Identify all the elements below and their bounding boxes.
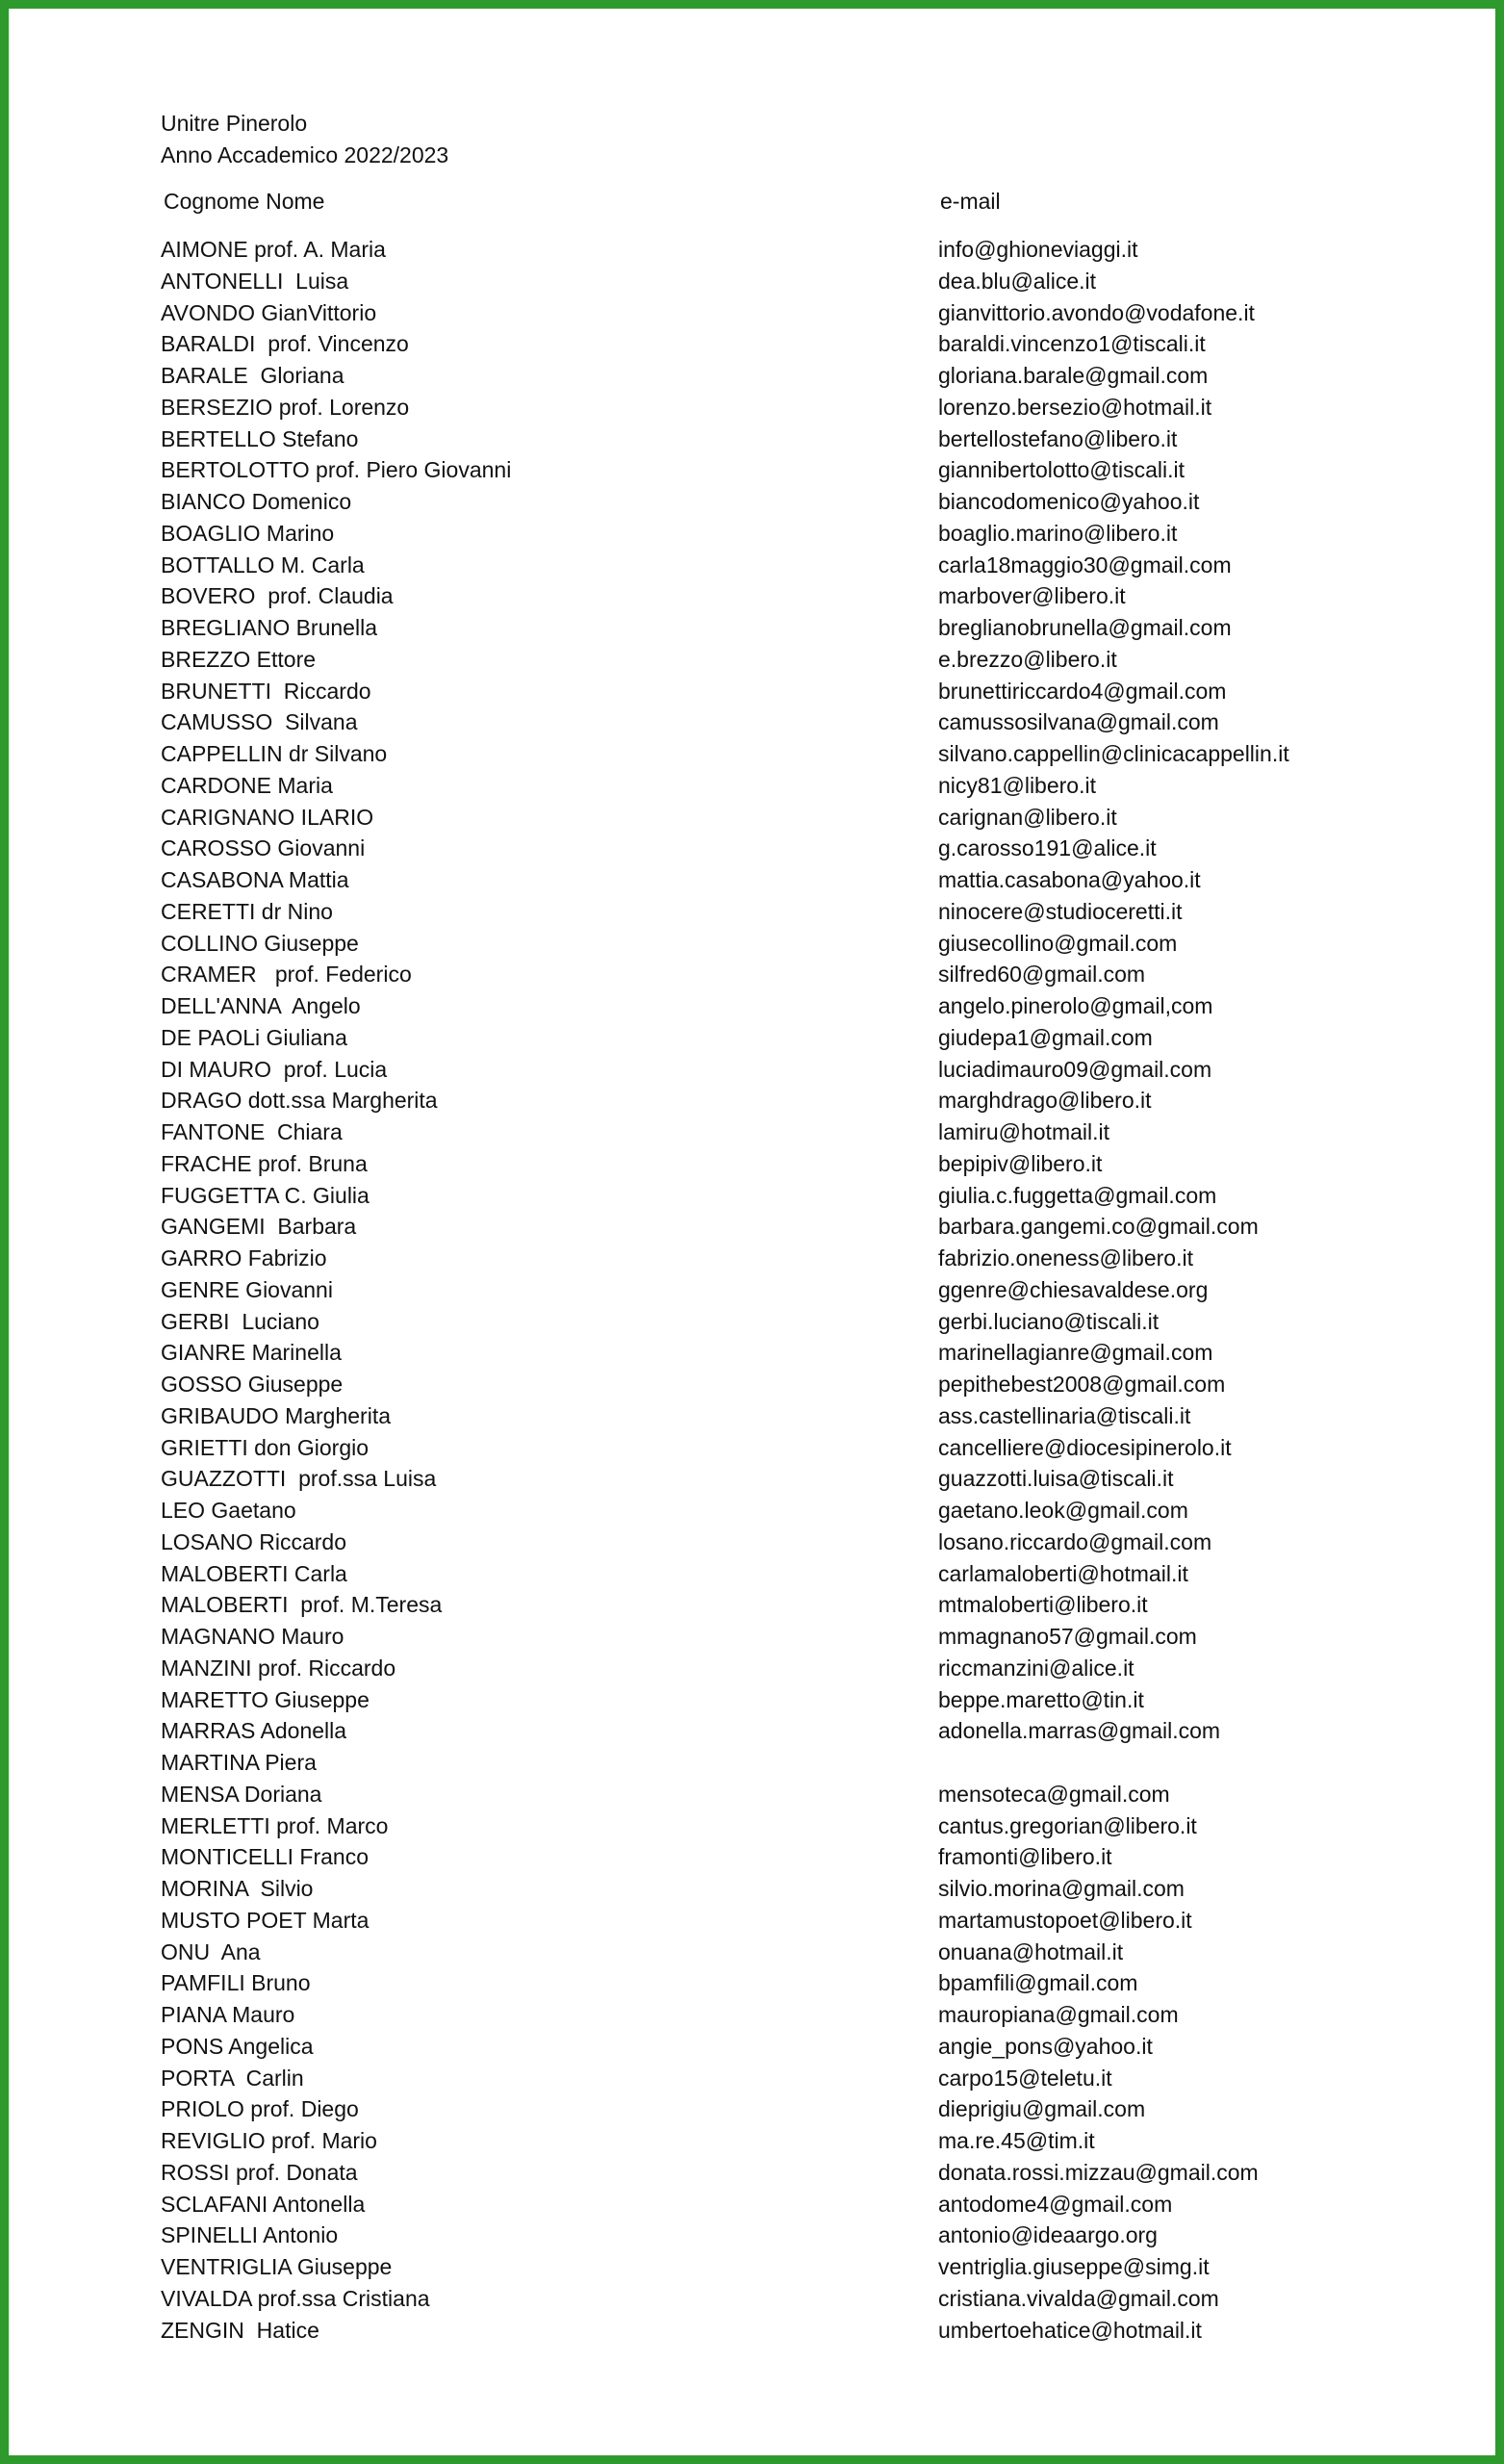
- member-name: CASABONA Mattia: [161, 867, 349, 892]
- member-name: BIANCO Domenico: [161, 489, 352, 514]
- member-email: e.brezzo@libero.it: [938, 646, 1117, 672]
- member-email: gaetano.leok@gmail.com: [938, 1498, 1188, 1523]
- member-email: bepipiv@libero.it: [938, 1150, 1103, 1176]
- list-item: [161, 1495, 1412, 1527]
- list-item: [161, 864, 1412, 896]
- list-item: [161, 2220, 1412, 2251]
- member-email: antonio@ideaargo.org: [938, 2222, 1158, 2248]
- member-email: donata.rossi.mizzau@gmail.com: [938, 2159, 1259, 2185]
- member-name: DI MAURO prof. Lucia: [161, 1056, 388, 1082]
- list-item: [161, 1180, 1412, 1212]
- list-item: [161, 1937, 1412, 1968]
- member-name: COLLINO Giuseppe: [161, 930, 359, 956]
- member-name: CARIGNANO ILARIO: [161, 804, 374, 830]
- list-item: [161, 1715, 1412, 1747]
- member-name: GRIETTI don Giorgio: [161, 1434, 370, 1460]
- member-email: marbover@libero.it: [938, 583, 1126, 609]
- document-header: [161, 108, 448, 171]
- member-email: losano.riccardo@gmail.com: [938, 1528, 1212, 1554]
- member-email: lamiru@hotmail.it: [938, 1119, 1110, 1144]
- member-name: MANZINI prof. Riccardo: [161, 1655, 396, 1681]
- list-item: [161, 1589, 1412, 1621]
- member-name: BARALE Gloriana: [161, 363, 344, 388]
- list-item: [161, 550, 1412, 581]
- list-item: [161, 266, 1412, 297]
- member-email: angelo.pinerolo@gmail,com: [938, 993, 1213, 1018]
- member-email: biancodomenico@yahoo.it: [938, 489, 1200, 514]
- list-item: [161, 1054, 1412, 1086]
- member-email: mensoteca@gmail.com: [938, 1781, 1170, 1807]
- list-item: [161, 1621, 1412, 1653]
- member-name: MALOBERTI prof. M.Teresa: [161, 1592, 443, 1618]
- member-email: boaglio.marino@libero.it: [938, 520, 1178, 546]
- member-email: giudepa1@gmail.com: [938, 1024, 1153, 1050]
- member-list: [161, 234, 1412, 2346]
- member-name: PONS Angelica: [161, 2033, 314, 2059]
- member-email: onuana@hotmail.it: [938, 1938, 1124, 1964]
- member-email: baraldi.vincenzo1@tiscali.it: [938, 331, 1206, 357]
- list-item: [161, 392, 1412, 424]
- member-name: GERBI Luciano: [161, 1308, 319, 1334]
- member-name: AVONDO GianVittorio: [161, 299, 377, 325]
- list-item: [161, 2315, 1412, 2347]
- list-item: [161, 1558, 1412, 1590]
- member-email: framonti@libero.it: [938, 1844, 1112, 1870]
- member-email: mtmaloberti@libero.it: [938, 1592, 1148, 1618]
- member-name: FANTONE Chiara: [161, 1119, 343, 1144]
- list-item: [161, 454, 1412, 486]
- list-item: [161, 770, 1412, 802]
- member-name: MARTINA Piera: [161, 1750, 317, 1775]
- list-item: [161, 1211, 1412, 1243]
- member-name: ONU Ana: [161, 1938, 261, 1964]
- list-item: [161, 424, 1412, 455]
- member-name: VIVALDA prof.ssa Cristiana: [161, 2285, 430, 2311]
- member-email: silvano.cappellin@clinicacappellin.it: [938, 741, 1289, 766]
- list-item: [161, 1337, 1412, 1369]
- list-item: [161, 676, 1412, 707]
- member-email: ggenre@chiesavaldese.org: [938, 1276, 1209, 1302]
- member-email: martamustopoet@libero.it: [938, 1907, 1192, 1933]
- member-name: GENRE Giovanni: [161, 1276, 333, 1302]
- member-email: gloriana.barale@gmail.com: [938, 363, 1209, 388]
- member-name: DE PAOLi Giuliana: [161, 1024, 347, 1050]
- member-email: gianvittorio.avondo@vodafone.it: [938, 299, 1255, 325]
- list-item: [161, 1148, 1412, 1180]
- member-name: BOTTALLO M. Carla: [161, 552, 365, 578]
- member-name: GRIBAUDO Margherita: [161, 1402, 392, 1428]
- list-item: [161, 706, 1412, 738]
- list-item: [161, 1527, 1412, 1558]
- member-name: REVIGLIO prof. Mario: [161, 2128, 377, 2153]
- member-name: GIANRE Marinella: [161, 1340, 342, 1366]
- member-email: carlamaloberti@hotmail.it: [938, 1560, 1188, 1586]
- member-name: BRUNETTI Riccardo: [161, 678, 371, 704]
- member-email: beppe.maretto@tin.it: [938, 1686, 1144, 1712]
- member-email: cristiana.vivalda@gmail.com: [938, 2285, 1219, 2311]
- member-name: ROSSI prof. Donata: [161, 2159, 358, 2185]
- member-name: BERTELLO Stefano: [161, 425, 359, 451]
- member-name: MALOBERTI Carla: [161, 1560, 347, 1586]
- member-email: marinellagianre@gmail.com: [938, 1340, 1213, 1366]
- list-item: [161, 1747, 1412, 1779]
- member-email: mauropiana@gmail.com: [938, 2002, 1179, 2027]
- member-name: MAGNANO Mauro: [161, 1624, 344, 1649]
- list-item: [161, 297, 1412, 329]
- member-name: FRACHE prof. Bruna: [161, 1150, 368, 1176]
- list-item: [161, 1779, 1412, 1810]
- member-name: AIMONE prof. A. Maria: [161, 237, 386, 262]
- member-email: umbertoehatice@hotmail.it: [938, 2317, 1202, 2343]
- member-name: ZENGIN Hatice: [161, 2317, 319, 2343]
- member-name: CARDONE Maria: [161, 772, 333, 798]
- list-item: [161, 1999, 1412, 2031]
- list-item: [161, 644, 1412, 676]
- member-name: MARETTO Giuseppe: [161, 1686, 370, 1712]
- member-email: carla18maggio30@gmail.com: [938, 552, 1232, 578]
- member-email: giannibertolotto@tiscali.it: [938, 457, 1185, 483]
- member-email: bpamfili@gmail.com: [938, 1970, 1138, 1996]
- member-email: cancelliere@diocesipinerolo.it: [938, 1434, 1232, 1460]
- member-name: BREGLIANO Brunella: [161, 615, 377, 640]
- list-item: [161, 1810, 1412, 1842]
- member-email: dieprigiu@gmail.com: [938, 2096, 1146, 2122]
- list-item: [161, 1306, 1412, 1338]
- member-name: CRAMER prof. Federico: [161, 962, 412, 988]
- member-email: g.carosso191@alice.it: [938, 835, 1157, 861]
- list-item: [161, 1873, 1412, 1905]
- member-name: LOSANO Riccardo: [161, 1528, 347, 1554]
- member-email: guazzotti.luisa@tiscali.it: [938, 1466, 1174, 1492]
- member-email: antodome4@gmail.com: [938, 2191, 1173, 2217]
- list-item: [161, 2093, 1412, 2125]
- member-email: giulia.c.fuggetta@gmail.com: [938, 1182, 1217, 1208]
- list-item: [161, 1463, 1412, 1495]
- member-name: CERETTI dr Nino: [161, 898, 333, 924]
- member-email: barbara.gangemi.co@gmail.com: [938, 1214, 1259, 1240]
- member-name: MERLETTI prof. Marco: [161, 1812, 389, 1838]
- member-name: GARRO Fabrizio: [161, 1245, 327, 1270]
- list-item: [161, 1841, 1412, 1873]
- member-email: luciadimauro09@gmail.com: [938, 1056, 1212, 1082]
- member-email: angie_pons@yahoo.it: [938, 2033, 1153, 2059]
- list-item: [161, 1400, 1412, 1432]
- member-name: GUAZZOTTI prof.ssa Luisa: [161, 1466, 437, 1492]
- member-email: ass.castellinaria@tiscali.it: [938, 1402, 1191, 1428]
- list-item: [161, 1369, 1412, 1400]
- member-name: PIANA Mauro: [161, 2002, 295, 2027]
- list-item: [161, 234, 1412, 266]
- member-name: DELL'ANNA Angelo: [161, 993, 361, 1018]
- list-item: [161, 328, 1412, 360]
- list-item: [161, 2063, 1412, 2094]
- member-name: MARRAS Adonella: [161, 1718, 347, 1744]
- member-name: FUGGETTA C. Giulia: [161, 1182, 370, 1208]
- member-name: VENTRIGLIA Giuseppe: [161, 2254, 393, 2279]
- member-name: CAPPELLIN dr Silvano: [161, 741, 388, 766]
- list-item: [161, 1085, 1412, 1116]
- member-name: ANTONELLI Luisa: [161, 268, 349, 294]
- list-item: [161, 2283, 1412, 2315]
- member-email: carignan@libero.it: [938, 804, 1117, 830]
- member-email: lorenzo.bersezio@hotmail.it: [938, 394, 1212, 420]
- member-email: info@ghioneviaggi.it: [938, 237, 1138, 262]
- member-email: adonella.marras@gmail.com: [938, 1718, 1221, 1744]
- member-email: nicy81@libero.it: [938, 772, 1096, 798]
- member-email: ventriglia.giuseppe@simg.it: [938, 2254, 1210, 2279]
- list-item: [161, 1116, 1412, 1148]
- list-item: [161, 738, 1412, 770]
- list-item: [161, 1022, 1412, 1054]
- list-item: [161, 518, 1412, 550]
- list-item: [161, 2189, 1412, 2220]
- member-name: BERTOLOTTO prof. Piero Giovanni: [161, 457, 512, 483]
- list-item: [161, 959, 1412, 990]
- member-name: CAMUSSO Silvana: [161, 709, 358, 735]
- list-item: [161, 360, 1412, 392]
- member-email: bertellostefano@libero.it: [938, 425, 1178, 451]
- column-header-email: e-mail: [940, 189, 1001, 214]
- list-item: [161, 2125, 1412, 2157]
- member-name: PRIOLO prof. Diego: [161, 2096, 359, 2122]
- member-name: BERSEZIO prof. Lorenzo: [161, 394, 410, 420]
- member-name: CAROSSO Giovanni: [161, 835, 366, 861]
- column-header-name: Cognome Nome: [164, 189, 325, 214]
- member-email: ninocere@studioceretti.it: [938, 898, 1183, 924]
- member-name: DRAGO dott.ssa Margherita: [161, 1088, 438, 1114]
- member-email: dea.blu@alice.it: [938, 268, 1096, 294]
- member-name: MUSTO POET Marta: [161, 1907, 370, 1933]
- list-item: [161, 1432, 1412, 1464]
- list-item: [161, 833, 1412, 864]
- member-email: ma.re.45@tim.it: [938, 2128, 1095, 2153]
- member-email: mattia.casabona@yahoo.it: [938, 867, 1201, 892]
- list-item: [161, 1905, 1412, 1937]
- member-name: MENSA Doriana: [161, 1781, 322, 1807]
- member-email: cantus.gregorian@libero.it: [938, 1812, 1197, 1838]
- member-email: camussosilvana@gmail.com: [938, 709, 1219, 735]
- member-email: fabrizio.oneness@libero.it: [938, 1245, 1193, 1270]
- list-item: [161, 990, 1412, 1022]
- member-email: silfred60@gmail.com: [938, 962, 1146, 988]
- member-email: riccmanzini@alice.it: [938, 1655, 1134, 1681]
- list-item: [161, 802, 1412, 834]
- member-email: gerbi.luciano@tiscali.it: [938, 1308, 1160, 1334]
- member-name: PAMFILI Bruno: [161, 1970, 311, 1996]
- list-item: [161, 580, 1412, 612]
- list-item: [161, 896, 1412, 928]
- list-item: [161, 928, 1412, 960]
- member-name: BREZZO Ettore: [161, 646, 317, 672]
- member-name: BOAGLIO Marino: [161, 520, 335, 546]
- member-name: BOVERO prof. Claudia: [161, 583, 394, 609]
- member-email: marghdrago@libero.it: [938, 1088, 1152, 1114]
- member-name: LEO Gaetano: [161, 1498, 296, 1523]
- list-item: [161, 1653, 1412, 1684]
- list-item: [161, 1243, 1412, 1274]
- member-name: MONTICELLI Franco: [161, 1844, 369, 1870]
- member-name: GOSSO Giuseppe: [161, 1372, 344, 1397]
- member-name: SPINELLI Antonio: [161, 2222, 339, 2248]
- member-email: brunettiriccardo4@gmail.com: [938, 678, 1227, 704]
- list-item: [161, 2157, 1412, 2189]
- list-item: [161, 2031, 1412, 2063]
- member-email: breglianobrunella@gmail.com: [938, 615, 1232, 640]
- list-item: [161, 486, 1412, 518]
- list-item: [161, 1274, 1412, 1306]
- member-email: giusecollino@gmail.com: [938, 930, 1178, 956]
- academic-year: Anno Accademico 2022/2023: [161, 142, 449, 167]
- member-name: GANGEMI Barbara: [161, 1214, 357, 1240]
- list-item: [161, 1967, 1412, 1999]
- list-item: [161, 2251, 1412, 2283]
- member-email: pepithebest2008@gmail.com: [938, 1372, 1226, 1397]
- member-email: carpo15@teletu.it: [938, 2065, 1112, 2091]
- organization-name: Unitre Pinerolo: [161, 111, 308, 136]
- member-name: SCLAFANI Antonella: [161, 2191, 366, 2217]
- member-email: silvio.morina@gmail.com: [938, 1876, 1185, 1901]
- member-name: BARALDI prof. Vincenzo: [161, 331, 409, 357]
- member-name: MORINA Silvio: [161, 1876, 314, 1901]
- list-item: [161, 612, 1412, 644]
- member-name: PORTA Carlin: [161, 2065, 304, 2091]
- member-email: mmagnano57@gmail.com: [938, 1624, 1197, 1649]
- list-item: [161, 1684, 1412, 1716]
